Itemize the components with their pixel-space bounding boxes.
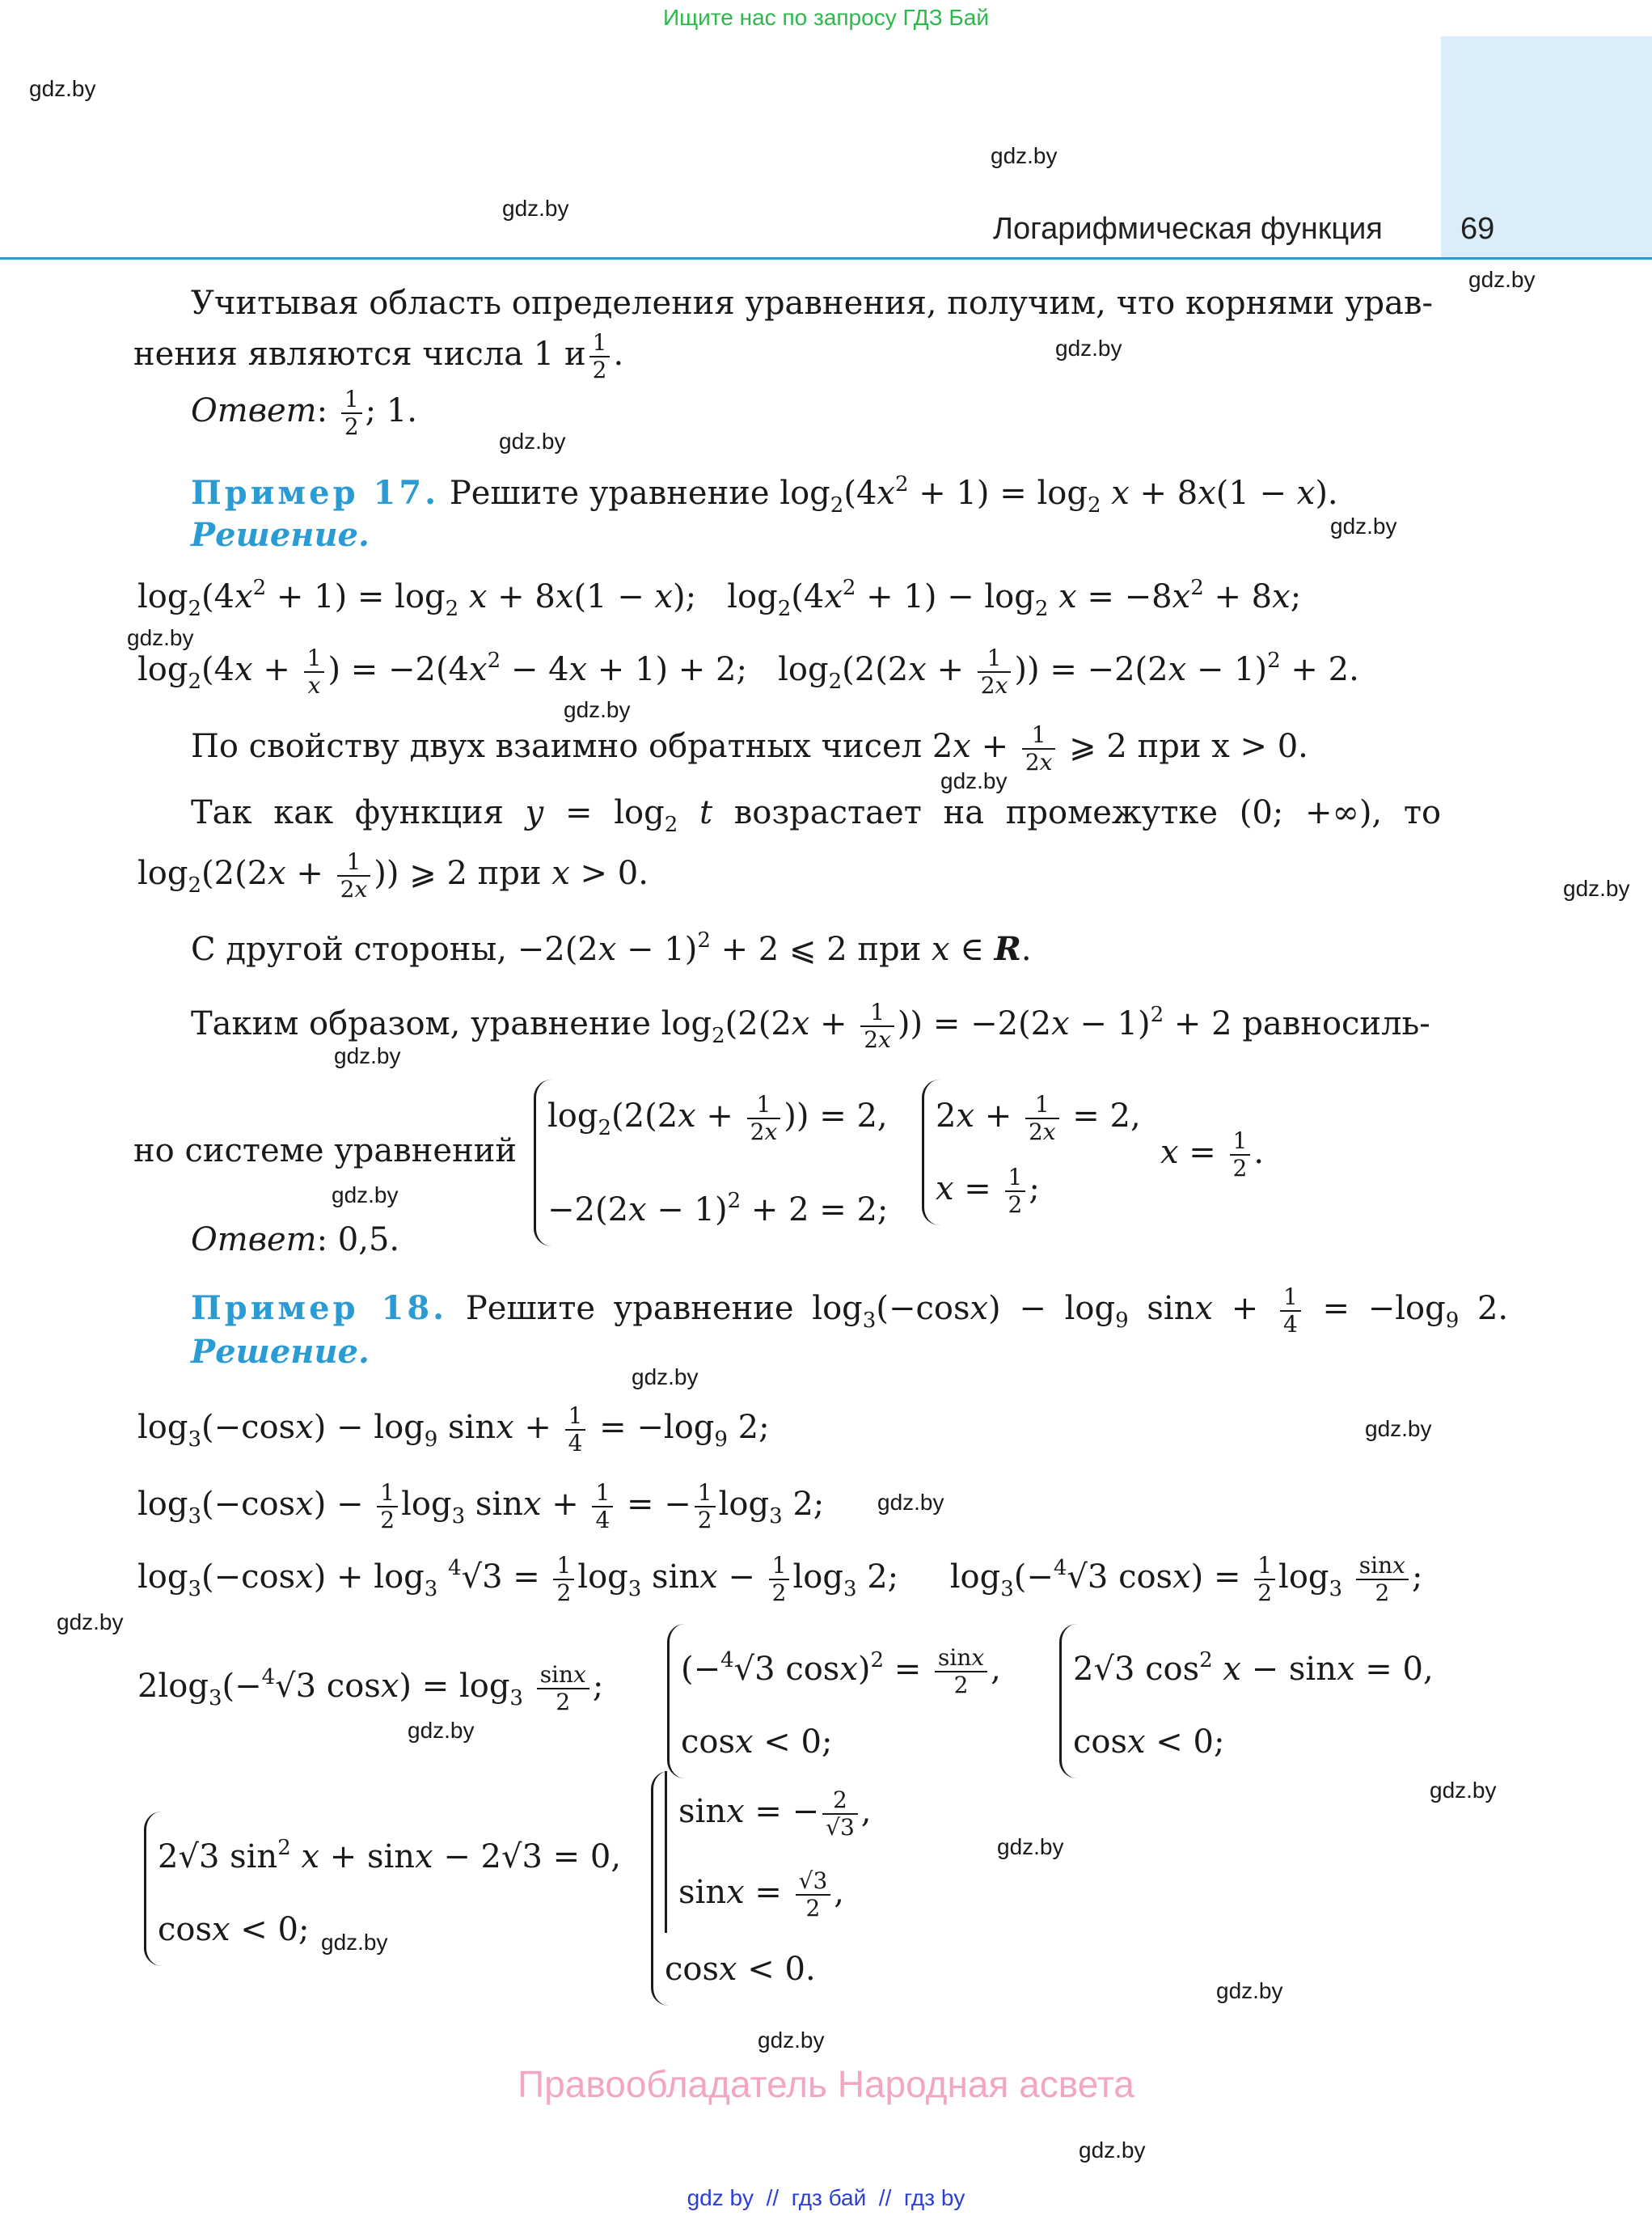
- footer-links[interactable]: gdz by // гдз бай // гдз by: [687, 2185, 965, 2210]
- watermark: gdz.by: [1330, 514, 1397, 539]
- eq17-system-1: $\log_2(2(2x$ + $\frac{1}{2x}$ )) = 2, $-2(2x - 1)^2 + 2 = 2$;: [534, 1080, 888, 1246]
- header-rule: [0, 257, 1652, 260]
- example-17-answer: Ответ: 0,5.: [191, 1221, 400, 1258]
- watermark: gdz.by: [1563, 876, 1630, 901]
- eq17-system-label: но системе уравнений: [133, 1132, 518, 1169]
- watermark: gdz.by: [332, 1182, 399, 1207]
- eq18-system-2: 2√3 $\cos^2 x - \sin x = 0$, cosx < 0;: [1059, 1624, 1434, 1778]
- eq17-line-2: $\log_2(4x$ + $\frac{1}{x}$ ) = $-2(4x^2 - 4x + 1) + 2$; $\log_2(2(2x$ + $\frac{1}{2x}$ )) = $-2(2x - 1)^2 + 2$.: [137, 645, 1359, 699]
- page-number: 69: [1460, 212, 1495, 246]
- watermark: gdz.by: [499, 429, 566, 454]
- example-18-heading: Пример 18. Решите уравнение $\log_3(-\cos x) - \log_9 \sin x$ + $\frac{1}{4}$ = $-\log_9$ 2.: [191, 1283, 1509, 1338]
- copyright-notice: Правообладатель Народная асвета: [518, 2063, 1134, 2105]
- watermark: gdz.by: [1468, 267, 1536, 292]
- eq17-line-1: $\log_2(4x^2 + 1) = \log_2 x + 8x(1 - x)$; $\log_2(4x^2 + 1) - \log_2 x = -8x^2 + 8x$;: [137, 576, 1302, 621]
- eq17-since: Так как функция $y = \log_2 t$ возрастает на промежутке (0; +∞), то: [191, 794, 1442, 837]
- watermark: gdz.by: [321, 1930, 388, 1955]
- top-banner[interactable]: Ищите нас по запросу ГДЗ Бай: [662, 5, 990, 30]
- eq17-property: По свойству двух взаимно обратных чисел 2x + $\frac{1}{2x}$ ⩾ 2 при x > 0.: [191, 721, 1308, 776]
- intro-answer: Ответ: $\frac{1}{2}$ ; 1.: [191, 386, 417, 440]
- watermark: gdz.by: [632, 1364, 699, 1389]
- example-17-solution-label: Решение.: [191, 516, 370, 554]
- watermark: gdz.by: [1430, 1778, 1497, 1803]
- watermark: gdz.by: [408, 1718, 475, 1743]
- eq18-system-1: (−$^4$√3 cosx)$^2$ = $\frac{\sin x}{2}$ , cosx < 0;: [667, 1624, 1001, 1778]
- watermark: gdz.by: [29, 76, 96, 101]
- header-title: Логарифмическая функция: [993, 212, 1383, 246]
- eq17-ineq: $\log_2(2(2x$ + $\frac{1}{2x}$ )) ⩾ 2 при x > 0.: [137, 848, 649, 903]
- eq17-other: С другой стороны, $-2(2x - 1)^2 + 2$ ⩽ 2 при x ∈ R.: [191, 928, 1032, 968]
- eq18-line-4a: $2\log_3(-^4√3$ $\cos x) = \log_3$ $\frac{\sin x}{2}$ ;: [137, 1661, 604, 1715]
- watermark: gdz.by: [1216, 1978, 1283, 2003]
- eq18-system-4: sinx = − $\frac{2}{√3}$ , sinx = $\frac{√3}{2}$ , cosx < 0.: [651, 1771, 872, 2006]
- watermark: gdz.by: [758, 2027, 825, 2053]
- watermark: gdz.by: [991, 143, 1058, 168]
- eq18-line-1: $\log_3(-\cos x) - \log_9 \sin x$ + $\frac{1}{4}$ = $-\log_9$ 2;: [137, 1402, 770, 1457]
- watermark: gdz.by: [997, 1834, 1064, 1859]
- watermark: gdz.by: [57, 1609, 124, 1634]
- eq18-system-3: 2√3 $\sin^2 x + \sin x - 2√3 = 0$, cosx < 0;: [144, 1812, 621, 1966]
- eq18-line-2: $\log_3(-\cos x)$ − $\frac{1}{2}$ $\log_3 \sin x$ + $\frac{1}{4}$ = − $\frac{1}{2}$ $\log_3 2$;: [137, 1479, 825, 1533]
- intro-line-1: Учитывая область определения уравнения, получим, что корнями урав-: [191, 285, 1434, 322]
- watermark: gdz.by: [877, 1490, 944, 1515]
- watermark: gdz.by: [1079, 2137, 1146, 2163]
- intro-line-2: нения являются числа 1 и $\frac{1}{2}$ .: [133, 329, 624, 383]
- example-17-heading: Пример 17. Решите уравнение $\log_2(4x^2 + 1) = \log_2 x + 8x(1 - x)$.: [191, 472, 1338, 518]
- eq17-result: x = $\frac{1}{2}$ .: [1160, 1127, 1265, 1182]
- watermark: gdz.by: [564, 697, 631, 722]
- watermark: gdz.by: [1055, 336, 1122, 361]
- eq18-line-3: $\log_3(-\cos x) + \log_3 ^4√3$ = $\frac{1}{2}$ $\log_3 \sin x$ − $\frac{1}{2}$ $\log_3 2$; $\log_3(-^4√3$ cosx) = $\frac{1}{2}$ $\log_3$ $\frac{\sin x}{2}$ ;: [137, 1552, 1423, 1606]
- watermark: gdz.by: [1365, 1416, 1432, 1441]
- watermark: gdz.by: [127, 625, 194, 650]
- watermark: gdz.by: [334, 1043, 401, 1068]
- example-18-solution-label: Решение.: [191, 1333, 370, 1371]
- eq17-thus: Таким образом, уравнение $\log_2(2(2x$ + $\frac{1}{2x}$ )) = $-2(2x - 1)^2 + 2$ равносиль-: [191, 999, 1430, 1053]
- watermark: gdz.by: [502, 196, 569, 221]
- eq17-system-2: 2x + $\frac{1}{2x}$ = 2, x = $\frac{1}{2}$ ;: [922, 1080, 1141, 1225]
- watermark: gdz.by: [940, 768, 1008, 793]
